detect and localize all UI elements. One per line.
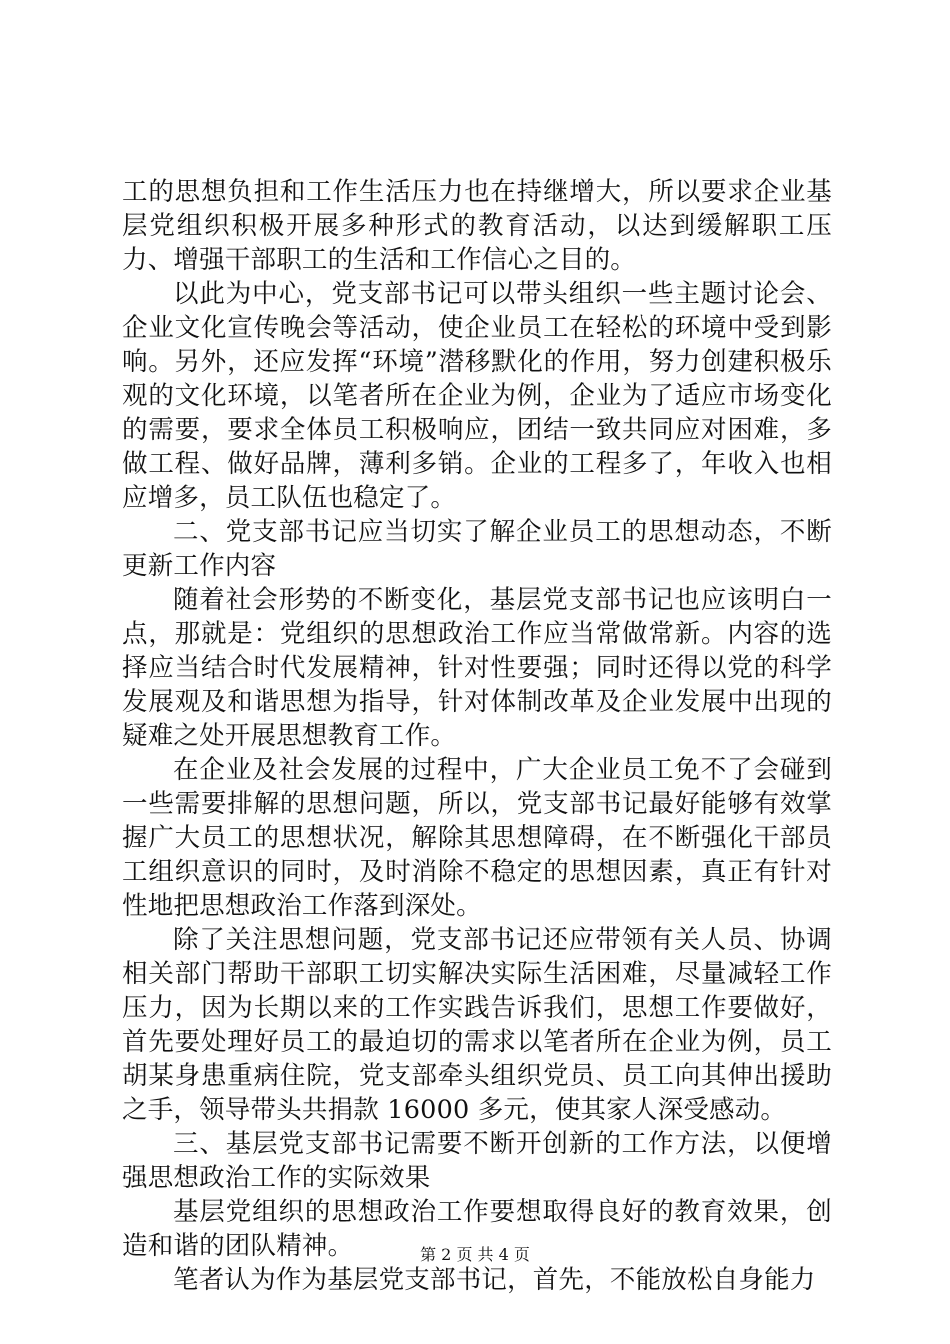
paragraph: 随着社会形势的不断变化，基层党支部书记也应该明白一点，那就是：党组织的思想政治工作应当常做常新。内容的选择应当结合时代发展精神，针对性要强；同时还得以党的科学发展观及和谐思想为指导，针对体制改革及企业发展中出现的疑难之处开展思想教育工作。	[122, 585, 832, 751]
paragraph: 在企业及社会发展的过程中，广大企业员工免不了会碰到一些需要排解的思想问题，所以，党支部书记最好能够有效掌握广大员工的思想状况，解除其思想障碍，在不断强化干部员工组织意识的同时，及时消除不稳定的思想因素，真正有针对性地把思想政治工作落到深处。	[122, 755, 832, 921]
paragraph: 除了关注思想问题，党支部书记还应带领有关人员、协调相关部门帮助干部职工切实解决实际生活困难，尽量减轻工作压力，因为长期以来的工作实践告诉我们，思想工作要做好，首先要处理好员工的最迫切的需求以笔者所在企业为例，员工胡某身患重病住院，党支部牵头组织党员、员工向其伸出援助之手，领导带头共捐款 16000 多元，使其家人深受感动。	[122, 925, 832, 1125]
paragraph: 基层党组织的思想政治工作要想取得良好的教育效果，创造和谐的团队精神。	[122, 1197, 832, 1261]
section-heading-3: 三、基层党支部书记需要不断开创新的工作方法，以便增强思想政治工作的实际效果	[122, 1129, 832, 1193]
paragraph: 笔者认为作为基层党支部书记，首先，不能放松自身能力	[173, 1265, 816, 1295]
body-text	[122, 175, 832, 1297]
section-heading-2: 二、党支部书记应当切实了解企业员工的思想动态，不断更新工作内容	[122, 517, 832, 581]
page-number-footer: 第 2 页 共 4 页	[420, 1245, 530, 1264]
paragraph: 以此为中心，党支部书记可以带头组织一些主题讨论会、企业文化宣传晚会等活动，使企业员工在轻松的环境中受到影响。另外，还应发挥“环境”潜移默化的作用，努力创建积极乐观的文化环境，以笔者所在企业为例，企业为了适应市场变化的需要，要求全体员工积极响应，团结一致共同应对困难，多做工程、做好品牌，薄利多销。企业的工程多了，年收入也相应增多，员工队伍也稳定了。	[122, 279, 832, 513]
paragraph-continuation: 工的思想负担和工作生活压力也在持继增大，所以要求企业基层党组织积极开展多种形式的教育活动，以达到缓解职工压力、增强干部职工的生活和工作信心之目的。	[122, 177, 832, 275]
